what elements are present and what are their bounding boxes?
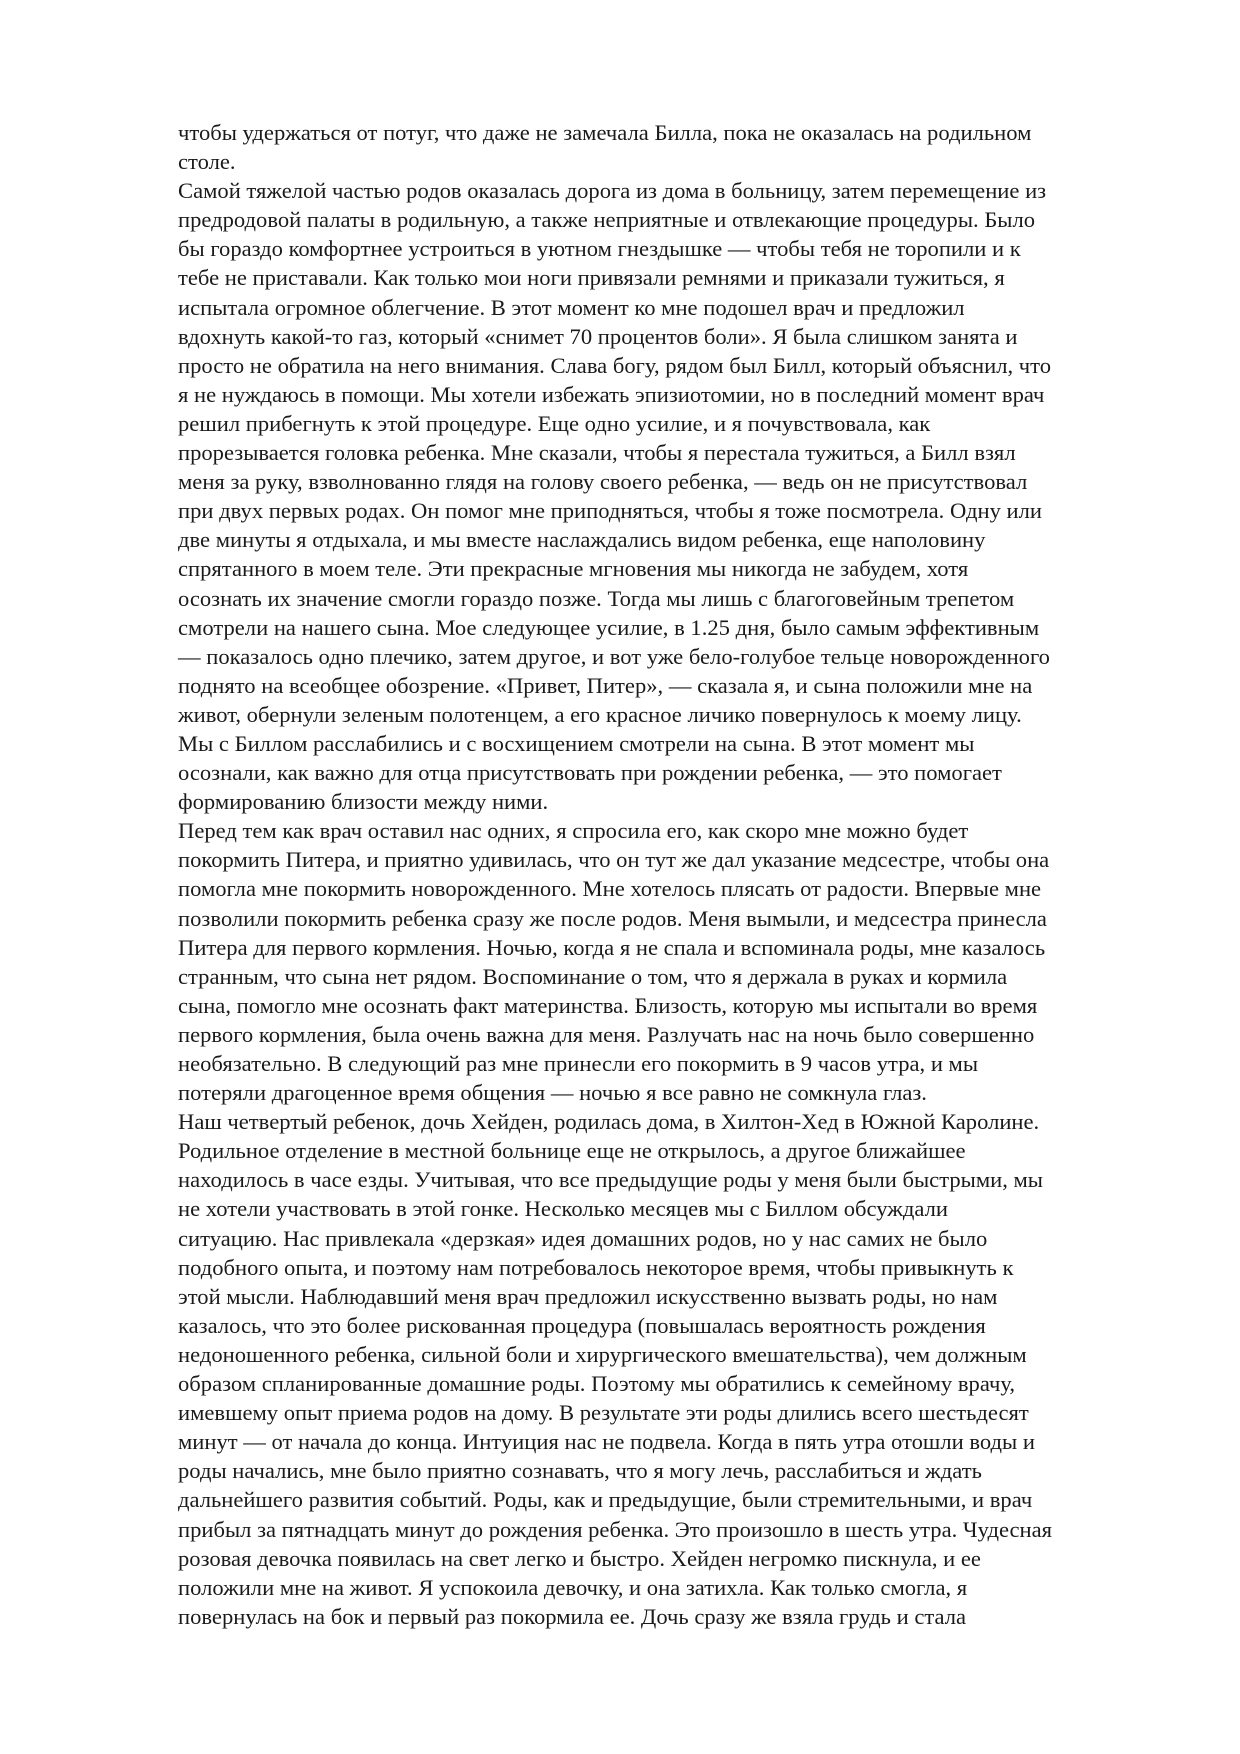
- text-line: вдохнуть какой-то газ, который «снимет 70 процентов боли». Я была слишком занята и: [178, 323, 1018, 349]
- text-line: роды начались, мне было приятно сознавать, что я могу лечь, расслабиться и ждать: [178, 1458, 982, 1484]
- text-line: прорезывается головка ребенка. Мне сказали, чтобы я перестала тужиться, а Билл взял: [178, 440, 1016, 466]
- text-line: повернулась на бок и первый раз покормила ее. Дочь сразу же взяла грудь и стала: [178, 1603, 967, 1629]
- text-line: находилось в часе езды. Учитывая, что все предыдущие роды у меня были быстрыми, мы: [178, 1167, 1043, 1193]
- text-line: — показалось одно плечико, затем другое, и вот уже бело-голубое тельце новорожденного: [178, 643, 1050, 669]
- text-line: казалось, что это более рискованная процедура (повышалась вероятность рождения: [178, 1312, 986, 1338]
- text-line: бы гораздо комфортнее устроиться в уютном гнездышке — чтобы тебя не торопили и к: [178, 236, 1021, 262]
- text-line: Родильное отделение в местной больнице еще не открылось, а другое ближайшее: [178, 1138, 966, 1164]
- text-line: решил прибегнуть к этой процедуре. Еще одно усилие, и я почувствовала, как: [178, 410, 931, 436]
- text-line: поднято на всеобщее обозрение. «Привет, Питер», — сказала я, и сына положили мне на: [178, 672, 1033, 698]
- text-line: осознали, как важно для отца присутствовать при рождении ребенка, — это помогает: [178, 760, 1002, 786]
- text-line: прибыл за пятнадцать минут до рождения ребенка. Это произошло в шесть утра. Чудесная: [178, 1516, 1053, 1542]
- text-line: странным, что сына нет рядом. Воспоминание о том, что я держала в руках и кормила: [178, 963, 1008, 989]
- body-text: [178, 118, 1178, 1631]
- text-line: меня за руку, взволнованно глядя на голову своего ребенка, — ведь он не присутствовал: [178, 469, 1028, 495]
- text-line: столе.: [178, 149, 236, 175]
- text-line: подобного опыта, и поэтому нам потребовалось некоторое время, чтобы привыкнуть к: [178, 1254, 1014, 1280]
- text-line: помогла мне покормить новорожденного. Мне хотелось плясать от радости. Впервые мне: [178, 876, 1042, 902]
- text-line: просто не обратила на него внимания. Слава богу, рядом был Билл, который объяснил, что: [178, 352, 1052, 378]
- text-line: Самой тяжелой частью родов оказалась дорога из дома в больницу, затем перемещение из: [178, 178, 1047, 204]
- text-line: имевшему опыт приема родов на дому. В результате эти роды длились всего шестьдесят: [178, 1400, 1029, 1426]
- text-line: дальнейшего развития событий. Роды, как и предыдущие, были стремительными, и врач: [178, 1487, 1033, 1513]
- text-line: две минуты я отдыхала, и мы вместе наслаждались видом ребенка, еще наполовину: [178, 527, 986, 553]
- text-line: предродовой палаты в родильную, а также неприятные и отвлекающие процедуры. Было: [178, 207, 1036, 233]
- text-line: потеряли драгоценное время общения — ночью я все равно не сомкнула глаз.: [178, 1080, 927, 1106]
- text-line: недоношенного ребенка, сильной боли и хирургического вмешательства), чем должным: [178, 1341, 1027, 1367]
- text-line: покормить Питера, и приятно удивилась, что он тут же дал указание медсестре, чтобы она: [178, 847, 1050, 873]
- text-line: необязательно. В следующий раз мне принесли его покормить в 9 часов утра, и мы: [178, 1051, 979, 1076]
- text-line: Питера для первого кормления. Ночью, когда я не спала и вспоминала роды, мне казалось: [178, 934, 1046, 960]
- text-line: положили мне на живот. Я успокоила девочку, и она затихла. Как только смогла, я: [178, 1574, 968, 1600]
- text-line: ситуацию. Нас привлекала «дерзкая» идея домашних родов, но у нас самих не было: [178, 1225, 988, 1251]
- text-line: не хотели участвовать в этой гонке. Несколько месяцев мы с Биллом обсуждали: [178, 1196, 948, 1222]
- text-line: чтобы удержаться от потуг, что даже не замечала Билла, пока не оказалась на родильном: [178, 120, 1032, 145]
- text-line: тебе не приставали. Как только мои ноги привязали ремнями и приказали тужиться, я: [178, 265, 1005, 291]
- text-line: сына, помогло мне осознать факт материнства. Близость, которую мы испытали во время: [178, 992, 1038, 1018]
- text-line: при двух первых родах. Он помог мне приподняться, чтобы я тоже посмотрела. Одну или: [178, 498, 1042, 524]
- text-line: этой мысли. Наблюдавший меня врач предложил искусственно вызвать роды, но нам: [178, 1283, 998, 1309]
- text-line: позволили покормить ребенка сразу же после родов. Меня вымыли, и медсестра принесла: [178, 905, 1047, 931]
- text-line: образом спланированные домашние роды. Поэтому мы обратились к семейному врачу,: [178, 1371, 1016, 1397]
- text-line: спрятанного в моем теле. Эти прекрасные мгновения мы никогда не забудем, хотя: [178, 556, 969, 582]
- text-line: Перед тем как врач оставил нас одних, я спросила его, как скоро мне можно будет: [178, 818, 969, 844]
- text-line: смотрели на нашего сына. Мое следующее усилие, в 1.25 дня, было самым эффективным: [178, 614, 1040, 640]
- text-line: живот, обернули зеленым полотенцем, а его красное личико повернулось к моему лицу.: [178, 701, 1022, 727]
- text-line: формированию близости между ними.: [178, 789, 549, 815]
- text-line: я не нуждаюсь в помощи. Мы хотели избежать эпизиотомии, но в последний момент врач: [178, 381, 1045, 407]
- text-line: розовая девочка появилась на свет легко и быстро. Хейден негромко пискнула, и ее: [178, 1545, 981, 1571]
- text-line: минут — от начала до конца. Интуиция нас не подвела. Когда в пять утра отошли воды и: [178, 1429, 1035, 1455]
- text-line: первого кормления, была очень важна для меня. Разлучать нас на ночь было совершенно: [178, 1021, 1035, 1047]
- text-line: осознать их значение смогли гораздо позже. Тогда мы лишь с благоговейным трепетом: [178, 585, 1015, 611]
- text-line: Наш четвертый ребенок, дочь Хейден, родилась дома, в Хилтон-Хед в Южной Каролине.: [178, 1109, 1040, 1135]
- text-line: Мы с Биллом расслабились и с восхищением смотрели на сына. В этот момент мы: [178, 730, 975, 756]
- text-line: испытала огромное облегчение. В этот момент ко мне подошел врач и предложил: [178, 294, 965, 320]
